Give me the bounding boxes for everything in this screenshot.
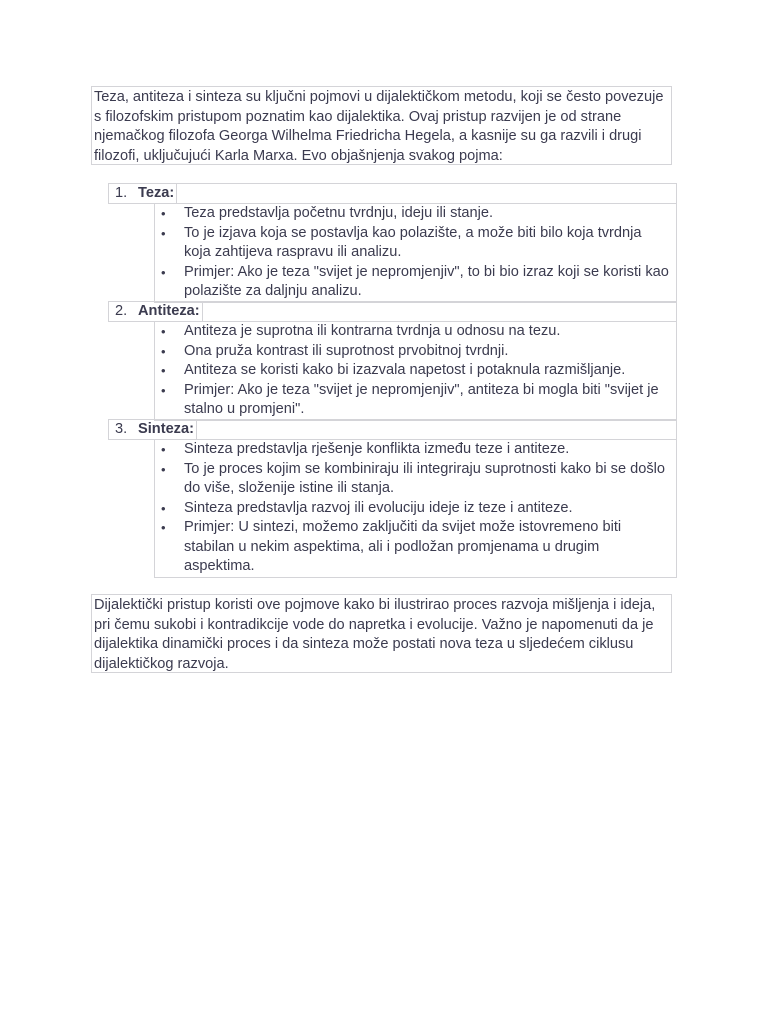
bullet-item: • Sinteza predstavlja razvoj ili evoluciju ideje iz teze i antiteze. xyxy=(155,499,676,519)
bullet-item: • To je izjava koja se postavlja kao polazište, a može biti bilo koja tvrdnja koja zahtijeva raspravu ili analizu. xyxy=(155,224,676,263)
bullet-item: • Ona pruža kontrast ili suprotnost prvobitnoj tvrdnji. xyxy=(155,342,676,362)
list-item-heading xyxy=(108,301,677,322)
list-item-heading xyxy=(108,183,677,204)
list-item-heading xyxy=(108,419,677,440)
bullet-item: • Sinteza predstavlja rješenje konflikta između teze i antiteze. xyxy=(155,440,676,460)
list-item-number: 1. xyxy=(115,185,128,201)
list-item-term: Antiteza: xyxy=(138,302,203,321)
bullet-item: • Antiteza je suprotna ili kontrarna tvrdnja u odnosu na tezu. xyxy=(155,322,676,342)
intro-paragraph: Teza, antiteza i sinteza su ključni pojmovi u dijalektičkom metodu, koji se često povezuje s filozofskim pristupom poznatim kao dijalektika. Ovaj pristup razvijen je od strane njemačkog filozofa Georga Wilhelma Friedricha Hegela, a kasnije su ga razvili i drugi filozofi, uključujući Karla Marxa. Evo objašnjenja svakog pojma: xyxy=(91,86,672,165)
outro-paragraph: Dijalektički pristup koristi ove pojmove kako bi ilustrirao proces razvoja mišljenja i ideja, pri čemu sukobi i kontradikcije vode do napretka i evolucije. Važno je napomenuti da je dijalektika dinamički proces i da sinteza može postati nova teza u sljedećem ciklusu dijalektičkog razvoja. xyxy=(91,594,672,673)
bullet-list xyxy=(154,204,677,303)
bullet-item: • Teza predstavlja početnu tvrdnju, ideju ili stanje. xyxy=(155,204,676,224)
bullet-list xyxy=(154,440,677,578)
bullet-item: • Primjer: U sintezi, možemo zaključiti da svijet može istovremeno biti stabilan u nekim aspektima, ali i podložan promjenama u drugim aspektima. xyxy=(155,518,676,577)
list-item-number: 3. xyxy=(115,421,128,437)
list-item-number: 2. xyxy=(115,303,128,319)
list-item-term: Sinteza: xyxy=(138,420,197,439)
list-item-term: Teza: xyxy=(138,184,177,203)
bullet-item: • Antiteza se koristi kako bi izazvala napetost i potaknula razmišljanje. xyxy=(155,361,676,381)
bullet-item: • To je proces kojim se kombiniraju ili integriraju suprotnosti kako bi se došlo do više, složenije istine ili stanja. xyxy=(155,460,676,499)
bullet-list xyxy=(154,322,677,421)
bullet-item: • Primjer: Ako je teza "svijet je nepromjenjiv", to bi bio izraz koji se koristi kao polazište za daljnju analizu. xyxy=(155,263,676,302)
bullet-item: • Primjer: Ako je teza "svijet je nepromjenjiv", antiteza bi mogla biti "svijet je stalno u promjeni". xyxy=(155,381,676,420)
